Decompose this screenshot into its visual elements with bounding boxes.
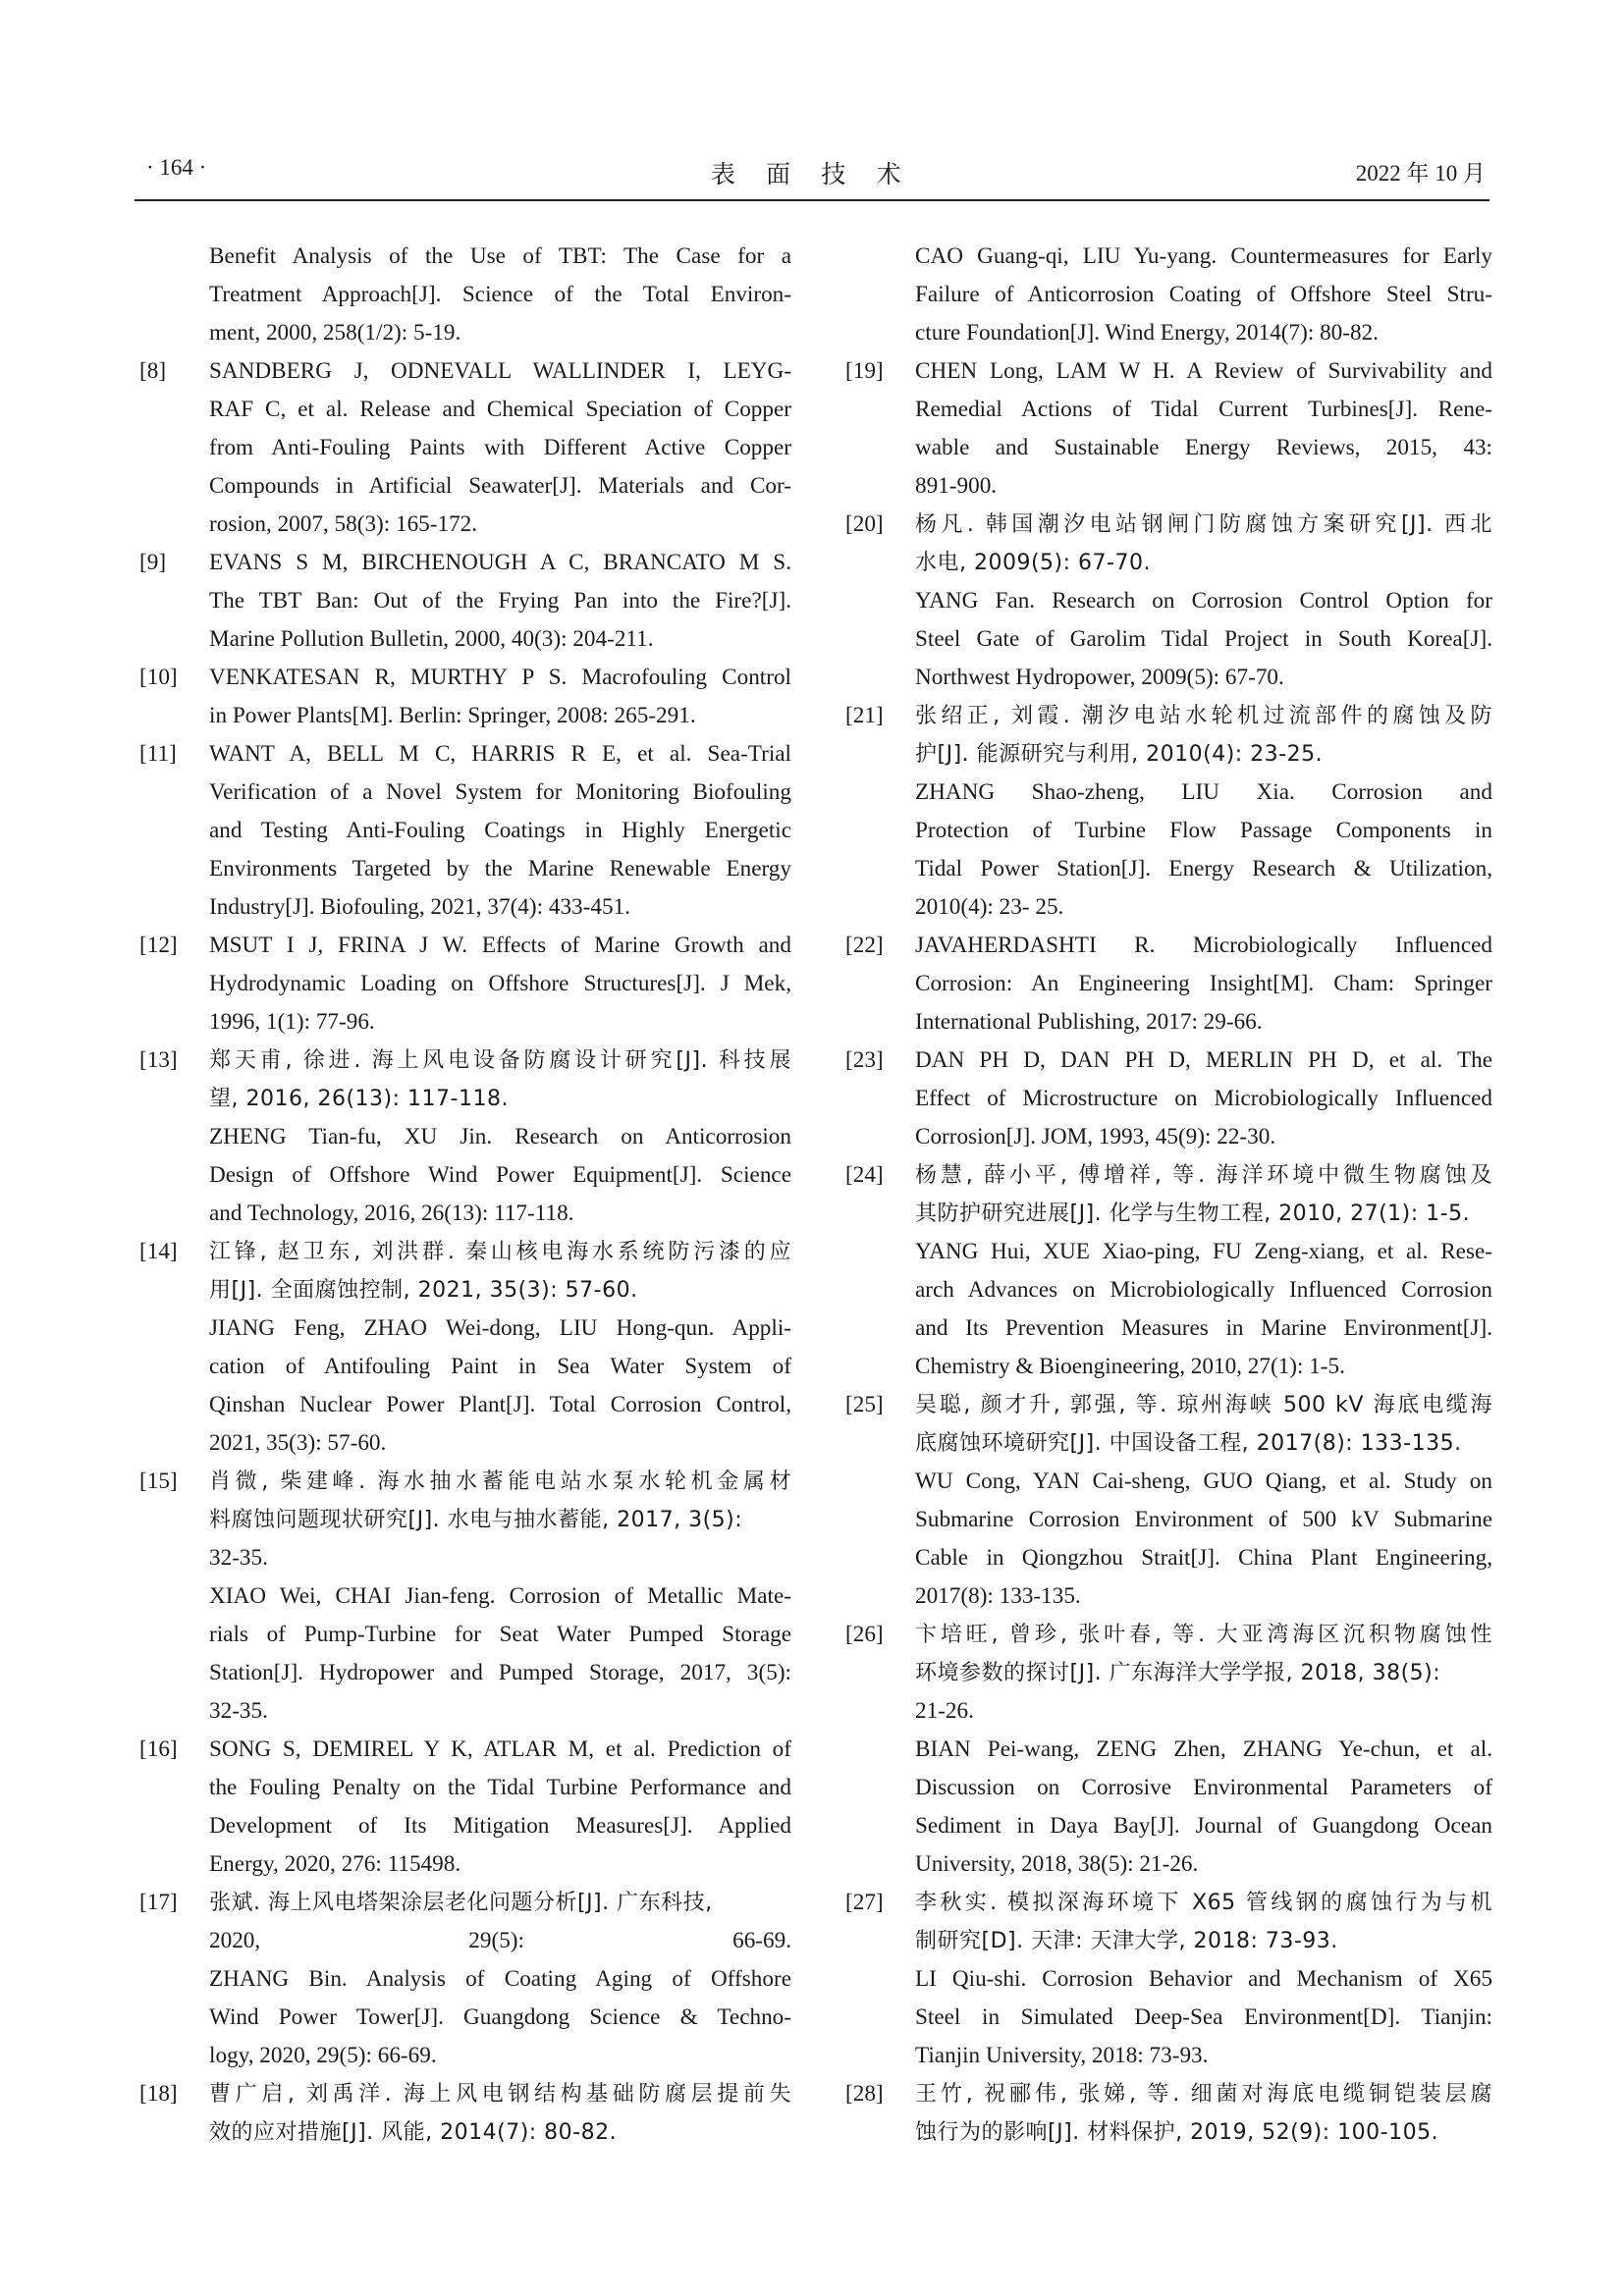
reference-number: [27] <box>845 1890 884 1915</box>
reference-line: VENKATESAN R, MURTHY P S. Macrofouling Control <box>209 665 791 690</box>
reference-entry <box>840 352 1492 506</box>
reference-line: Qinshan Nuclear Power Plant[J]. Total Corrosion Control, <box>209 1392 791 1417</box>
reference-line: 用[J]. 全面腐蚀控制, 2021, 35(3): 57-60. <box>209 1278 638 1303</box>
reference-number: [16] <box>139 1736 178 1762</box>
reference-line: 底腐蚀环境研究[J]. 中国设备工程, 2017(8): 133-135. <box>915 1431 1462 1456</box>
reference-line: 蚀行为的影响[J]. 材料保护, 2019, 52(9): 100-105. <box>915 2120 1439 2145</box>
reference-line: 制研究[D]. 天津: 天津大学, 2018: 73-93. <box>915 1929 1338 1953</box>
reference-line: Marine Pollution Bulletin, 2000, 40(3): 204-211. <box>209 626 654 652</box>
reference-entry <box>135 352 791 544</box>
reference-line: 32-35. <box>209 1698 268 1724</box>
reference-line: The TBT Ban: Out of the Frying Pan into the Fire?[J]. <box>209 588 791 614</box>
reference-number: [18] <box>139 2081 178 2107</box>
reference-line: the Fouling Penalty on the Tidal Turbine Performance and <box>209 1775 791 1800</box>
reference-line: Remedial Actions of Tidal Current Turbines[J]. Rene- <box>915 397 1492 422</box>
reference-entry <box>135 1731 791 1884</box>
reference-line: Benefit Analysis of the Use of TBT: The Case for a <box>209 243 791 269</box>
reference-line: rials of Pump-Turbine for Seat Water Pumped Storage <box>209 1622 791 1647</box>
reference-line: JIANG Feng, ZHAO Wei-dong, LIU Hong-qun. Appli- <box>209 1315 791 1341</box>
reference-line: LI Qiu-shi. Corrosion Behavior and Mechanism of X65 <box>915 1966 1492 1992</box>
reference-entry <box>135 659 791 735</box>
reference-line: YANG Fan. Research on Corrosion Control Option for <box>915 588 1492 614</box>
reference-line: 891-900. <box>915 473 998 499</box>
reference-number: [11] <box>139 741 177 767</box>
reference-line: 1996, 1(1): 77-96. <box>209 1009 375 1035</box>
reference-entry <box>840 1041 1492 1156</box>
reference-line: DAN PH D, DAN PH D, MERLIN PH D, et al. The <box>915 1047 1492 1073</box>
reference-line: 2020, 29(5): 66-69. <box>209 1928 791 1953</box>
reference-number: [28] <box>845 2081 884 2107</box>
reference-entry <box>135 1463 791 1731</box>
reference-line: Verification of a Novel System for Monitoring Biofouling <box>209 779 791 805</box>
reference-line: 卞培旺, 曾珍, 张叶春, 等. 大亚湾海区沉积物腐蚀性 <box>915 1623 1492 1647</box>
reference-line: Northwest Hydropower, 2009(5): 67-70. <box>915 665 1284 690</box>
reference-line: 护[J]. 能源研究与利用, 2010(4): 23-25. <box>915 742 1324 767</box>
reference-line: CHEN Long, LAM W H. A Review of Survivability and <box>915 358 1492 384</box>
issue-date: 2022 年 10 月 <box>1355 161 1486 186</box>
reference-line: Treatment Approach[J]. Science of the Total Environ- <box>209 282 791 307</box>
reference-line: and Technology, 2016, 26(13): 117-118. <box>209 1201 574 1226</box>
reference-line: wable and Sustainable Energy Reviews, 2015, 43: <box>915 435 1492 460</box>
reference-line: 21-26. <box>915 1698 974 1724</box>
reference-entry <box>840 506 1492 697</box>
reference-entry <box>135 544 791 659</box>
reference-line: 杨慧, 薛小平, 傅增祥, 等. 海洋环境中微生物腐蚀及 <box>915 1163 1492 1188</box>
reference-line: 杨凡. 韩国潮汐电站钢闸门防腐蚀方案研究[J]. 西北 <box>915 512 1492 537</box>
reference-line: JAVAHERDASHTI R. Microbiologically Influenced <box>915 933 1492 958</box>
reference-line: 曹广启, 刘禹洋. 海上风电钢结构基础防腐层提前失 <box>209 2082 791 2107</box>
reference-number: [26] <box>845 1622 884 1647</box>
reference-number: [17] <box>139 1890 178 1915</box>
reference-line: ZHENG Tian-fu, XU Jin. Research on Anticorrosion <box>209 1124 791 1149</box>
reference-line: 2010(4): 23- 25. <box>915 894 1064 920</box>
reference-entry <box>840 2075 1492 2152</box>
reference-line: 郑天甫, 徐进. 海上风电设备防腐设计研究[J]. 科技展 <box>209 1048 791 1073</box>
reference-number: [15] <box>139 1468 178 1494</box>
reference-line: cation of Antifouling Paint in Sea Water System of <box>209 1354 791 1379</box>
reference-number: [12] <box>139 933 178 958</box>
reference-line: Sediment in Daya Bay[J]. Journal of Guangdong Ocean <box>915 1813 1492 1839</box>
reference-line: 32-35. <box>209 1545 268 1571</box>
reference-line: 水电, 2009(5): 67-70. <box>915 551 1151 575</box>
reference-entry <box>840 1884 1492 2075</box>
reference-line: Steel in Simulated Deep-Sea Environment[D]. Tianjin: <box>915 2004 1492 2030</box>
reference-line: MSUT I J, FRINA J W. Effects of Marine Growth and <box>209 933 791 958</box>
reference-entry <box>840 238 1492 352</box>
reference-number: [25] <box>845 1392 884 1417</box>
reference-line: Effect of Microstructure on Microbiologically Influenced <box>915 1086 1492 1111</box>
reference-line: Environments Targeted by the Marine Renewable Energy <box>209 856 791 881</box>
reference-line: ment, 2000, 258(1/2): 5-19. <box>209 320 461 346</box>
reference-line: Failure of Anticorrosion Coating of Offshore Steel Stru- <box>915 282 1492 307</box>
reference-line: rosion, 2007, 58(3): 165-172. <box>209 511 478 537</box>
reference-line: 吴聪, 颜才升, 郭强, 等. 琼州海峡 500 kV 海底电缆海 <box>915 1393 1492 1417</box>
reference-line: Steel Gate of Garolim Tidal Project in South Korea[J]. <box>915 626 1492 652</box>
header-rule <box>135 199 1489 201</box>
reference-line: Corrosion[J]. JOM, 1993, 45(9): 22-30. <box>915 1124 1276 1149</box>
reference-number: [21] <box>845 703 884 728</box>
reference-line: from Anti-Fouling Paints with Different Active Copper <box>209 435 791 460</box>
reference-line: Corrosion: An Engineering Insight[M]. Cham: Springer <box>915 971 1492 996</box>
reference-line: BIAN Pei-wang, ZENG Zhen, ZHANG Ye-chun, et al. <box>915 1736 1492 1762</box>
reference-line: arch Advances on Microbiologically Influenced Corrosion <box>915 1277 1492 1303</box>
reference-number: [14] <box>139 1239 178 1264</box>
reference-line: WU Cong, YAN Cai-sheng, GUO Qiang, et al. Study on <box>915 1468 1492 1494</box>
reference-line: 张斌. 海上风电塔架涂层老化问题分析[J]. 广东科技, <box>209 1891 713 1915</box>
right-reference-column <box>840 238 1492 2152</box>
reference-line: and Its Prevention Measures in Marine Environment[J]. <box>915 1315 1492 1341</box>
reference-entry <box>135 1233 791 1463</box>
reference-line: Hydrodynamic Loading on Offshore Structures[J]. J Mek, <box>209 971 791 996</box>
reference-number: [10] <box>139 665 178 690</box>
reference-entry <box>135 1884 791 2075</box>
reference-number: [22] <box>845 933 884 958</box>
reference-line: Submarine Corrosion Environment of 500 kV Submarine <box>915 1507 1492 1532</box>
reference-entry <box>840 1616 1492 1884</box>
reference-number: [20] <box>845 511 884 537</box>
reference-line: 王竹, 祝郦伟, 张娣, 等. 细菌对海底电缆铜铠装层腐 <box>915 2082 1492 2107</box>
reference-line: Tianjin University, 2018: 73-93. <box>915 2043 1209 2068</box>
reference-line: ZHANG Shao-zheng, LIU Xia. Corrosion and <box>915 779 1492 805</box>
reference-line: WANT A, BELL M C, HARRIS R E, et al. Sea-Trial <box>209 741 791 767</box>
page-number: · 164 · <box>146 155 207 180</box>
reference-line: Compounds in Artificial Seawater[J]. Materials and Cor- <box>209 473 791 499</box>
reference-line: International Publishing, 2017: 29-66. <box>915 1009 1263 1035</box>
reference-line: 李秋实. 模拟深海环境下 X65 管线钢的腐蚀行为与机 <box>915 1891 1492 1915</box>
reference-line: YANG Hui, XUE Xiao-ping, FU Zeng-xiang, et al. Rese- <box>915 1239 1492 1264</box>
reference-entry <box>840 697 1492 927</box>
reference-line: Energy, 2020, 276: 115498. <box>209 1851 461 1877</box>
reference-line: Cable in Qiongzhou Strait[J]. China Plant Engineering, <box>915 1545 1492 1571</box>
reference-entry <box>840 1386 1492 1616</box>
reference-number: [13] <box>139 1047 178 1073</box>
reference-line: University, 2018, 38(5): 21-26. <box>915 1851 1199 1877</box>
reference-line: logy, 2020, 29(5): 66-69. <box>209 2043 437 2068</box>
reference-line: Tidal Power Station[J]. Energy Research & Utilization, <box>915 856 1492 881</box>
reference-entry <box>135 1041 791 1233</box>
reference-line: 2021, 35(3): 57-60. <box>209 1430 387 1456</box>
reference-line: Design of Offshore Wind Power Equipment[J]. Science <box>209 1162 791 1188</box>
reference-line: 肖微, 柴建峰. 海水抽水蓄能电站水泵水轮机金属材 <box>209 1469 791 1494</box>
reference-entry <box>840 927 1492 1041</box>
reference-line: XIAO Wei, CHAI Jian-feng. Corrosion of Metallic Mate- <box>209 1583 791 1609</box>
reference-line: Discussion on Corrosive Environmental Parameters of <box>915 1775 1492 1800</box>
reference-line: Chemistry & Bioengineering, 2010, 27(1): 1-5. <box>915 1354 1345 1379</box>
reference-entry <box>135 927 791 1041</box>
reference-line: SONG S, DEMIREL Y K, ATLAR M, et al. Prediction of <box>209 1736 791 1762</box>
reference-line: 望, 2016, 26(13): 117-118. <box>209 1087 509 1111</box>
reference-entry <box>840 1156 1492 1386</box>
reference-entry <box>135 238 791 352</box>
reference-line: in Power Plants[M]. Berlin: Springer, 2008: 265-291. <box>209 703 696 728</box>
reference-line: Protection of Turbine Flow Passage Components in <box>915 818 1492 843</box>
reference-number: [9] <box>139 550 167 575</box>
left-reference-column <box>135 238 791 2152</box>
reference-line: 张绍正, 刘霞. 潮汐电站水轮机过流部件的腐蚀及防 <box>915 704 1492 728</box>
reference-line: 环境参数的探讨[J]. 广东海洋大学学报, 2018, 38(5): <box>915 1661 1441 1685</box>
reference-line: 效的应对措施[J]. 风能, 2014(7): 80-82. <box>209 2120 618 2145</box>
reference-line: RAF C, et al. Release and Chemical Speciation of Copper <box>209 397 791 422</box>
reference-line: cture Foundation[J]. Wind Energy, 2014(7): 80-82. <box>915 320 1379 346</box>
reference-number: [24] <box>845 1162 884 1188</box>
reference-line: Wind Power Tower[J]. Guangdong Science & Techno- <box>209 2004 791 2030</box>
reference-number: [19] <box>845 358 884 384</box>
reference-line: 其防护研究进展[J]. 化学与生物工程, 2010, 27(1): 1-5. <box>915 1201 1471 1226</box>
reference-entry <box>135 735 791 927</box>
reference-line: 料腐蚀问题现状研究[J]. 水电与抽水蓄能, 2017, 3(5): <box>209 1508 743 1532</box>
reference-line: 江锋, 赵卫东, 刘洪群. 秦山核电海水系统防污漆的应 <box>209 1240 791 1264</box>
reference-line: and Testing Anti-Fouling Coatings in Highly Energetic <box>209 818 791 843</box>
reference-line: Development of Its Mitigation Measures[J]. Applied <box>209 1813 791 1839</box>
reference-line: Station[J]. Hydropower and Pumped Storage, 2017, 3(5): <box>209 1660 791 1685</box>
reference-line: 2017(8): 133-135. <box>915 1583 1081 1609</box>
reference-number: [8] <box>139 358 167 384</box>
reference-line: ZHANG Bin. Analysis of Coating Aging of Offshore <box>209 1966 791 1992</box>
reference-number: [23] <box>845 1047 884 1073</box>
reference-line: Industry[J]. Biofouling, 2021, 37(4): 433-451. <box>209 894 630 920</box>
reference-line: CAO Guang-qi, LIU Yu-yang. Countermeasures for Early <box>915 243 1492 269</box>
reference-entry <box>135 2075 791 2152</box>
reference-line: EVANS S M, BIRCHENOUGH A C, BRANCATO M S. <box>209 550 791 575</box>
page-header <box>135 155 1489 194</box>
journal-title: 表 面 技 术 <box>710 162 914 188</box>
reference-line: SANDBERG J, ODNEVALL WALLINDER I, LEYG- <box>209 358 791 384</box>
